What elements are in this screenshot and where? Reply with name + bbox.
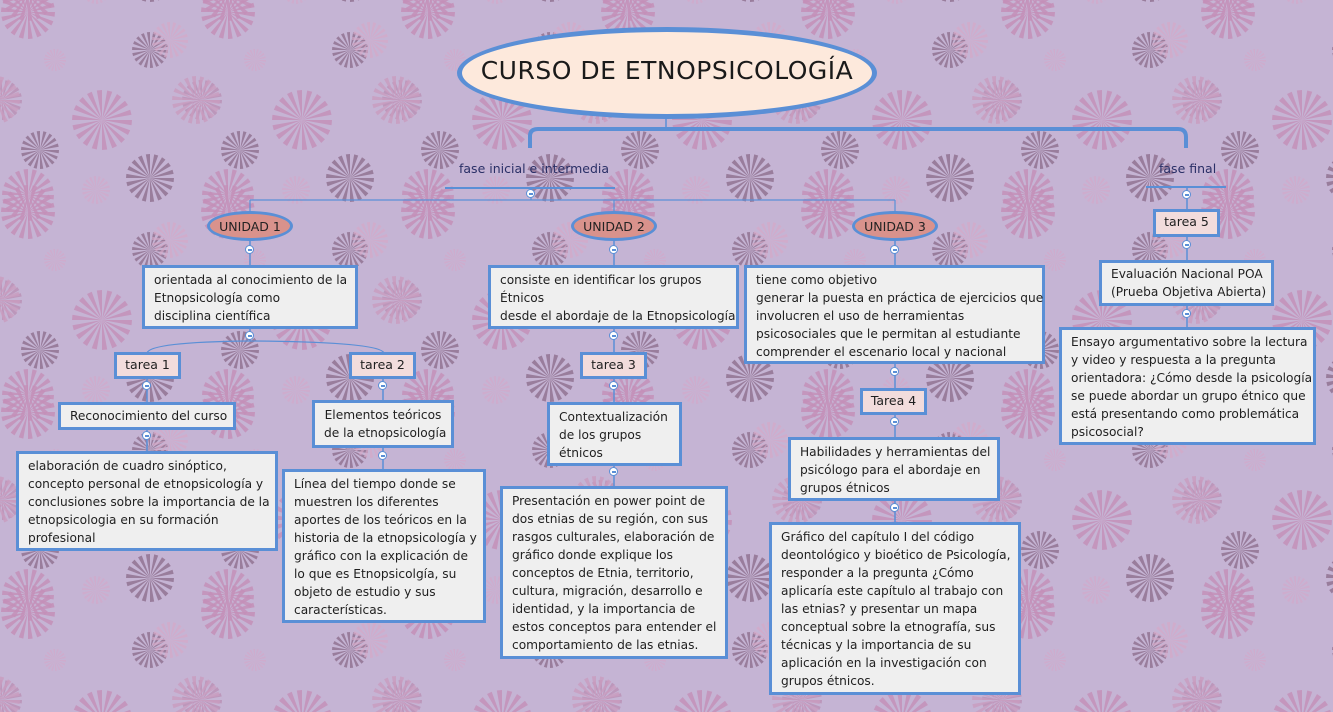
unit-3-description[interactable] [744, 265, 1045, 364]
text-line: historia de la etnopsicología y [294, 531, 477, 545]
collapse-toggle-icon[interactable] [890, 417, 899, 426]
text-line: conceptos de Etnia, territorio, [512, 566, 694, 580]
collapse-toggle-icon[interactable] [526, 189, 535, 198]
text-line: conceptual sobre la etnografía, sus [781, 620, 996, 634]
collapse-toggle-icon[interactable] [609, 245, 618, 254]
task-2-activity[interactable] [282, 469, 486, 623]
task-4-label: Tarea 4 [870, 393, 917, 408]
text-line: lo que es Etnopsicolgía, su [294, 567, 457, 581]
phase-initial-label: fase inicial e intermedia [459, 161, 610, 176]
task-2-node[interactable] [349, 352, 416, 379]
unit-1-node[interactable] [207, 211, 293, 241]
task-5-topic[interactable] [1099, 260, 1274, 306]
task-4-topic[interactable] [788, 437, 1000, 501]
unit-3-node[interactable] [852, 211, 938, 241]
collapse-toggle-icon[interactable] [890, 367, 899, 376]
collapse-toggle-icon[interactable] [609, 381, 618, 390]
text-line: étnicos [559, 446, 603, 460]
text-line: de los grupos [559, 428, 642, 442]
text-line: profesional [28, 531, 96, 545]
text-line: muestren los diferentes [294, 495, 439, 509]
text-line: etnopsicologia en su formación [28, 513, 219, 527]
phase-final[interactable] [1159, 161, 1216, 176]
collapse-toggle-icon[interactable] [890, 503, 899, 512]
text-line: Etnopsicología como [154, 291, 281, 305]
task-1-label: tarea 1 [125, 357, 170, 372]
collapse-toggle-icon[interactable] [378, 381, 387, 390]
text-line: técnicas y la importancia de su [781, 638, 972, 652]
text-line: aplicaría este capítulo al trabajo con [781, 584, 1004, 598]
text-line: psicólogo para el abordaje en [800, 463, 981, 477]
text-line: de la etnopsicología [324, 426, 447, 440]
task-4-activity[interactable] [769, 522, 1021, 695]
text-line: concepto personal de etnopsicología y [28, 477, 264, 491]
text-line: elaboración de cuadro sinóptico, [28, 459, 227, 473]
text-line: dos etnias de su región, con sus [512, 512, 709, 526]
text-line: comportamiento de las etnias. [512, 638, 699, 652]
unit-2-node[interactable] [571, 211, 657, 241]
text-line: características. [294, 603, 387, 617]
collapse-toggle-icon[interactable] [142, 431, 151, 440]
phase-initial-intermediate[interactable] [459, 161, 609, 176]
text-line: psicosocial? [1071, 425, 1144, 439]
unit-1-label: UNIDAD 1 [219, 219, 281, 234]
text-line: estos conceptos para entender el [512, 620, 717, 634]
text-line: las etnias? y presentar un mapa [781, 602, 978, 616]
text-line: consiste en identificar los grupos [500, 273, 702, 287]
text-line: grupos étnicos [800, 481, 890, 495]
collapse-toggle-icon[interactable] [609, 331, 618, 340]
text-line: orientada al conocimiento de la [154, 273, 348, 287]
collapse-toggle-icon[interactable] [1182, 309, 1191, 318]
task-3-topic[interactable] [547, 402, 682, 466]
text-line: objeto de estudio y sus [294, 585, 436, 599]
text-line: aportes de los teóricos en la [294, 513, 467, 527]
text-line: Línea del tiempo donde se [294, 477, 456, 491]
text-line: gráfico con la explicación de [294, 549, 468, 563]
text-line: deontológico y bioético de Psicología, [781, 548, 1011, 562]
text-line: orientadora: ¿Cómo desde la psicología [1071, 371, 1313, 385]
central-topic[interactable] [457, 27, 877, 119]
central-topic-label: CURSO DE ETNOPSICOLOGÍA [480, 56, 854, 85]
phase-final-label: fase final [1159, 161, 1217, 176]
text-line: Presentación en power point de [512, 494, 706, 508]
collapse-toggle-icon[interactable] [378, 451, 387, 460]
task-1-activity[interactable] [16, 451, 278, 551]
task-1-topic[interactable] [58, 402, 236, 430]
task-3-activity[interactable] [500, 486, 728, 659]
text-line: desde el abordaje de la Etnopsicología [500, 309, 736, 323]
unit-3-label: UNIDAD 3 [864, 219, 926, 234]
task-5-node[interactable] [1153, 209, 1220, 237]
text-line: Evaluación Nacional POA [1111, 267, 1263, 281]
text-line: grupos étnicos. [781, 674, 875, 688]
task-2-label: tarea 2 [360, 357, 405, 372]
text-line: cultura, migración, desarrollo e [512, 584, 703, 598]
collapse-toggle-icon[interactable] [890, 245, 899, 254]
text-line: conclusiones sobre la importancia de la [28, 495, 270, 509]
task-5-activity[interactable] [1059, 327, 1316, 445]
text-line: Gráfico del capítulo I del código [781, 530, 975, 544]
collapse-toggle-icon[interactable] [245, 245, 254, 254]
task-1-node[interactable] [114, 352, 181, 379]
text-line: está presentando como problemática [1071, 407, 1300, 421]
task-2-topic[interactable] [312, 400, 454, 448]
text-line: disciplina científica [154, 309, 271, 323]
text-line: responder a la pregunta ¿Cómo [781, 566, 974, 580]
task-5-label: tarea 5 [1164, 214, 1209, 229]
collapse-toggle-icon[interactable] [245, 331, 254, 340]
collapse-toggle-icon[interactable] [1182, 240, 1191, 249]
task-4-node[interactable] [860, 388, 927, 415]
collapse-toggle-icon[interactable] [142, 381, 151, 390]
text-line: involucren el uso de herramientas [756, 309, 965, 323]
text-line: identidad, y la importancia de [512, 602, 696, 616]
collapse-toggle-icon[interactable] [1182, 190, 1191, 199]
collapse-toggle-icon[interactable] [609, 467, 618, 476]
unit-2-label: UNIDAD 2 [583, 219, 645, 234]
text-line: aplicación en la investigación con [781, 656, 987, 670]
text-line: psicosociales que le permitan al estudiante [756, 327, 1021, 341]
text-line: Elementos teóricos [324, 408, 442, 422]
text-line: Reconocimiento del curso [70, 409, 228, 423]
text-line: generar la puesta en práctica de ejercicios que [756, 291, 1044, 305]
text-line: (Prueba Objetiva Abierta) [1111, 285, 1267, 299]
unit-2-description[interactable] [488, 265, 739, 329]
text-line: comprender el escenario local y nacional [756, 345, 1007, 359]
unit-1-description[interactable] [142, 265, 358, 329]
text-line: tiene como objetivo [756, 273, 878, 287]
text-line: Étnicos [500, 291, 545, 305]
text-line: Contextualización [559, 410, 668, 424]
text-line: Ensayo argumentativo sobre la lectura [1071, 335, 1308, 349]
task-3-label: tarea 3 [591, 357, 636, 372]
task-3-node[interactable] [580, 352, 647, 379]
text-line: y video y respuesta a la pregunta [1071, 353, 1276, 367]
text-line: se puede abordar un grupo étnico que [1071, 389, 1306, 403]
text-line: Habilidades y herramientas del [800, 445, 991, 459]
text-line: gráfico donde explique los [512, 548, 673, 562]
text-line: rasgos culturales, elaboración de [512, 530, 715, 544]
